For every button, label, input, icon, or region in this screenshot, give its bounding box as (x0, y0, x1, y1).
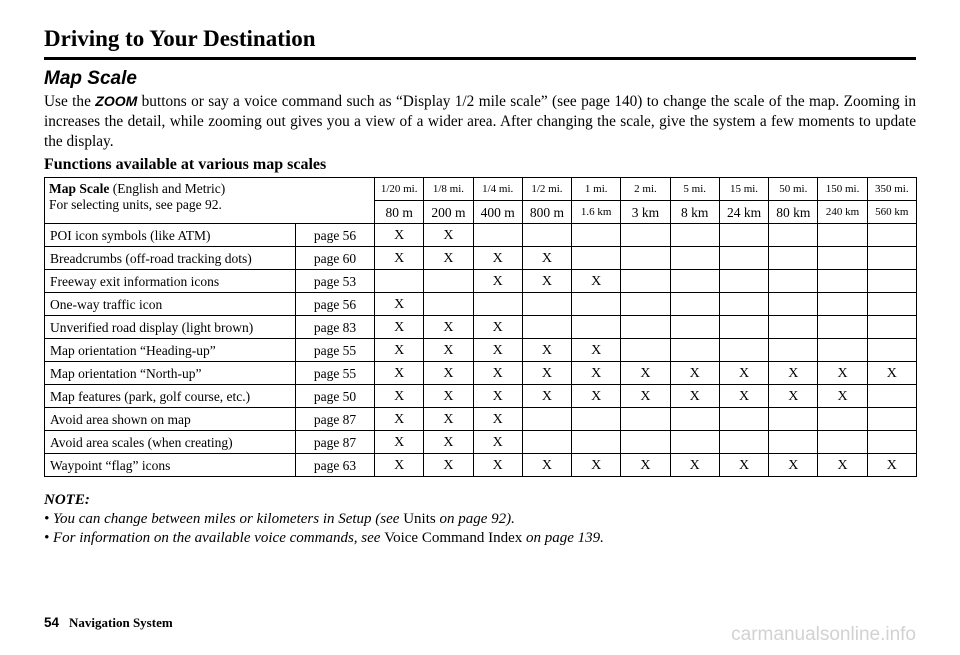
availability-mark (769, 270, 818, 293)
feature-page-ref: page 60 (296, 247, 375, 270)
availability-mark (572, 247, 621, 270)
scale-metric-7: 24 km (719, 201, 768, 224)
availability-mark: X (769, 454, 818, 477)
availability-mark (670, 316, 719, 339)
watermark: carmanualsonline.info (731, 624, 916, 645)
intro-text-rest: buttons or say a voice command such as “Display 1/2 mile scale” (see page 140) to change the scale of the map. Zooming in increases the detail, while zooming out gives you a view of a wider area. After changing the scale, give the system a few moments to update the display. (44, 93, 916, 150)
availability-mark (522, 293, 571, 316)
availability-mark (621, 408, 670, 431)
availability-mark (572, 293, 621, 316)
feature-page-ref: page 87 (296, 431, 375, 454)
table-row (45, 362, 917, 385)
availability-mark (424, 270, 473, 293)
availability-mark: X (473, 339, 522, 362)
availability-mark: X (522, 270, 571, 293)
availability-mark (473, 224, 522, 247)
availability-mark: X (818, 454, 867, 477)
availability-mark (522, 431, 571, 454)
availability-mark: X (818, 362, 867, 385)
availability-mark: X (375, 293, 424, 316)
availability-mark: X (572, 362, 621, 385)
table-row (45, 247, 917, 270)
scale-miles-0: 1/20 mi. (375, 178, 424, 201)
availability-mark (867, 316, 916, 339)
availability-mark: X (375, 247, 424, 270)
availability-mark (670, 270, 719, 293)
availability-mark: X (769, 385, 818, 408)
availability-mark (522, 408, 571, 431)
availability-mark: X (867, 362, 916, 385)
scale-metric-4: 1.6 km (572, 201, 621, 224)
feature-name: Waypoint “flag” icons (45, 454, 296, 477)
availability-mark: X (424, 224, 473, 247)
availability-mark (867, 408, 916, 431)
availability-mark: X (473, 362, 522, 385)
feature-name: POI icon symbols (like ATM) (45, 224, 296, 247)
feature-name: Map orientation “Heading-up” (45, 339, 296, 362)
availability-mark: X (375, 385, 424, 408)
availability-mark (670, 431, 719, 454)
availability-mark (572, 224, 621, 247)
availability-mark: X (621, 454, 670, 477)
availability-mark (473, 293, 522, 316)
availability-mark (769, 293, 818, 316)
availability-mark: X (424, 316, 473, 339)
availability-mark (621, 431, 670, 454)
feature-name: Avoid area scales (when creating) (45, 431, 296, 454)
voice-command-index-reference: Voice Command Index (384, 530, 523, 546)
availability-mark (818, 247, 867, 270)
availability-mark: X (719, 362, 768, 385)
table-row (45, 385, 917, 408)
section-title: Map Scale (44, 68, 137, 89)
availability-mark (867, 339, 916, 362)
availability-mark: X (375, 408, 424, 431)
table-row (45, 224, 917, 247)
feature-name: Unverified road display (light brown) (45, 316, 296, 339)
feature-page-ref: page 55 (296, 362, 375, 385)
note-bullet-voice (44, 529, 916, 548)
availability-mark (670, 293, 719, 316)
availability-mark (769, 316, 818, 339)
availability-mark: X (473, 408, 522, 431)
note-block (44, 491, 916, 548)
availability-mark: X (375, 224, 424, 247)
availability-mark: X (473, 247, 522, 270)
availability-mark (719, 293, 768, 316)
availability-mark: X (375, 454, 424, 477)
units-setup-reference: For selecting units, see page 92. (49, 197, 222, 212)
feature-page-ref: page 56 (296, 293, 375, 316)
footer-label: Navigation System (69, 615, 173, 630)
availability-mark: X (424, 247, 473, 270)
feature-name: Avoid area shown on map (45, 408, 296, 431)
map-scale-corner-cell (45, 178, 375, 224)
feature-page-ref: page 53 (296, 270, 375, 293)
availability-mark: X (375, 316, 424, 339)
availability-mark (621, 293, 670, 316)
feature-page-ref: page 50 (296, 385, 375, 408)
scale-metric-8: 80 km (769, 201, 818, 224)
note-bullet-units-page: on page 92). (435, 511, 515, 527)
table-row (45, 293, 917, 316)
scale-metric-6: 8 km (670, 201, 719, 224)
availability-mark: X (522, 385, 571, 408)
note-bullet-units (44, 510, 916, 529)
availability-mark (572, 316, 621, 339)
availability-mark (719, 224, 768, 247)
availability-mark (522, 316, 571, 339)
table-row (45, 454, 917, 477)
availability-mark (719, 339, 768, 362)
availability-mark (621, 339, 670, 362)
availability-mark (670, 224, 719, 247)
availability-mark (867, 270, 916, 293)
table-row (45, 316, 917, 339)
availability-mark: X (424, 431, 473, 454)
map-scale-label: Map Scale (49, 181, 110, 196)
availability-mark (769, 408, 818, 431)
availability-mark (818, 431, 867, 454)
availability-mark (867, 224, 916, 247)
availability-mark (818, 224, 867, 247)
availability-mark (769, 431, 818, 454)
availability-mark (719, 247, 768, 270)
feature-name: Map orientation “North-up” (45, 362, 296, 385)
table-row (45, 270, 917, 293)
availability-mark (769, 224, 818, 247)
availability-mark (522, 224, 571, 247)
availability-mark: X (621, 362, 670, 385)
scale-miles-6: 5 mi. (670, 178, 719, 201)
units-reference: Units (403, 511, 436, 527)
availability-mark: X (473, 385, 522, 408)
availability-mark: X (670, 362, 719, 385)
miles-row (45, 178, 917, 201)
availability-mark: X (375, 431, 424, 454)
header-rule (44, 57, 916, 60)
availability-mark: X (424, 454, 473, 477)
availability-mark (818, 408, 867, 431)
map-scale-units-label: (English and Metric) (109, 181, 226, 196)
availability-mark (375, 270, 424, 293)
availability-mark (818, 339, 867, 362)
scale-miles-3: 1/2 mi. (522, 178, 571, 201)
map-scale-table-body (45, 178, 917, 477)
scale-miles-5: 2 mi. (621, 178, 670, 201)
availability-mark: X (522, 247, 571, 270)
map-scale-table (44, 177, 917, 477)
availability-mark: X (424, 362, 473, 385)
availability-mark: X (522, 454, 571, 477)
feature-name: Freeway exit information icons (45, 270, 296, 293)
availability-mark: X (818, 385, 867, 408)
zoom-button-label: ZOOM (95, 93, 138, 109)
scale-metric-9: 240 km (818, 201, 867, 224)
scale-metric-1: 200 m (424, 201, 473, 224)
availability-mark: X (473, 454, 522, 477)
note-bullet-units-text: • You can change between miles or kilometers in Setup (see (44, 511, 404, 527)
availability-mark (670, 247, 719, 270)
feature-name: Breadcrumbs (off-road tracking dots) (45, 247, 296, 270)
note-label: NOTE: (44, 492, 90, 508)
scale-metric-0: 80 m (375, 201, 424, 224)
availability-mark (719, 408, 768, 431)
intro-text-start: Use the (44, 93, 96, 110)
availability-mark (769, 247, 818, 270)
availability-mark: X (375, 362, 424, 385)
feature-page-ref: page 87 (296, 408, 375, 431)
availability-mark: X (719, 385, 768, 408)
page-footer (44, 614, 173, 632)
availability-mark (719, 316, 768, 339)
availability-mark (867, 247, 916, 270)
availability-mark (818, 270, 867, 293)
table-row (45, 408, 917, 431)
scale-miles-9: 150 mi. (818, 178, 867, 201)
availability-mark (670, 339, 719, 362)
scale-metric-10: 560 km (867, 201, 916, 224)
scale-metric-2: 400 m (473, 201, 522, 224)
availability-mark (818, 293, 867, 316)
availability-mark (621, 316, 670, 339)
page-header-title: Driving to Your Destination (44, 26, 316, 51)
availability-mark: X (424, 385, 473, 408)
availability-mark: X (769, 362, 818, 385)
scale-miles-7: 15 mi. (719, 178, 768, 201)
table-row (45, 431, 917, 454)
feature-page-ref: page 83 (296, 316, 375, 339)
availability-mark: X (424, 408, 473, 431)
availability-mark: X (621, 385, 670, 408)
availability-mark: X (572, 339, 621, 362)
availability-mark: X (375, 339, 424, 362)
feature-name: One-way traffic icon (45, 293, 296, 316)
scale-metric-3: 800 m (522, 201, 571, 224)
scale-miles-8: 50 mi. (769, 178, 818, 201)
feature-page-ref: page 63 (296, 454, 375, 477)
availability-mark: X (572, 385, 621, 408)
scale-miles-4: 1 mi. (572, 178, 621, 201)
availability-mark: X (522, 339, 571, 362)
page-number: 54 (44, 615, 60, 630)
availability-mark: X (670, 385, 719, 408)
feature-name: Map features (park, golf course, etc.) (45, 385, 296, 408)
table-row (45, 339, 917, 362)
scale-metric-5: 3 km (621, 201, 670, 224)
availability-mark (424, 293, 473, 316)
availability-mark: X (424, 339, 473, 362)
availability-mark (867, 293, 916, 316)
availability-mark: X (670, 454, 719, 477)
feature-page-ref: page 56 (296, 224, 375, 247)
availability-mark (670, 408, 719, 431)
note-bullet-voice-page: on page 139. (522, 530, 604, 546)
availability-mark: X (867, 454, 916, 477)
availability-mark: X (473, 316, 522, 339)
scale-miles-10: 350 mi. (867, 178, 916, 201)
functions-title: Functions available at various map scales (44, 156, 327, 173)
availability-mark: X (522, 362, 571, 385)
availability-mark (867, 385, 916, 408)
availability-mark (621, 270, 670, 293)
availability-mark (867, 431, 916, 454)
availability-mark: X (473, 431, 522, 454)
availability-mark (621, 224, 670, 247)
availability-mark (572, 408, 621, 431)
note-bullet-voice-text: • For information on the available voice commands, see (44, 530, 385, 546)
availability-mark: X (473, 270, 522, 293)
availability-mark (621, 247, 670, 270)
availability-mark (572, 431, 621, 454)
availability-mark (769, 339, 818, 362)
intro-paragraph (44, 91, 916, 152)
availability-mark (818, 316, 867, 339)
scale-miles-2: 1/4 mi. (473, 178, 522, 201)
availability-mark (719, 431, 768, 454)
feature-page-ref: page 55 (296, 339, 375, 362)
availability-mark (719, 270, 768, 293)
availability-mark: X (719, 454, 768, 477)
scale-miles-1: 1/8 mi. (424, 178, 473, 201)
availability-mark: X (572, 270, 621, 293)
availability-mark: X (572, 454, 621, 477)
